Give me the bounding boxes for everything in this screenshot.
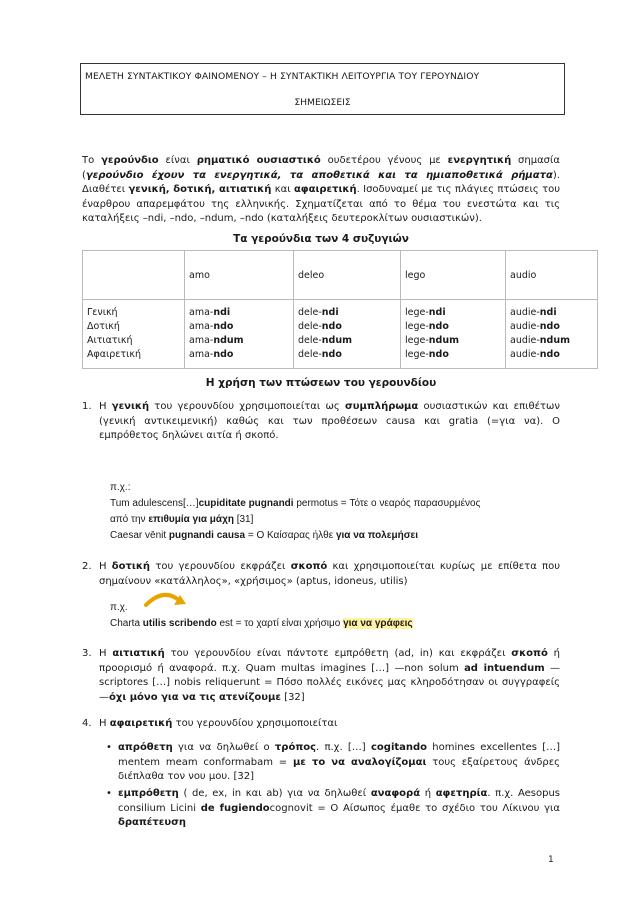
gerund-stem: ama- [189,349,214,360]
table-header-cell: deleo [294,251,401,300]
text: του γερουνδίου χρησιμοποιείται [172,718,338,729]
intro-paragraph [82,154,560,227]
table-header-cell: amo [185,251,294,300]
gerund-stem: lege- [405,321,429,332]
bold-term: αφαιρετική [109,718,173,729]
text: ( de, ex, in και ab) για να δηλωθεί [178,788,371,799]
gerund-form [189,320,293,334]
example-genitive [110,480,570,544]
gerund-form [510,306,597,320]
bold-term: de fugiendo [200,802,270,814]
text: Η [99,401,112,412]
gerund-ending: ndo [321,349,342,360]
bold-italic-note: γερούνδιο έχουν τα ενεργητικά, τα αποθετικά και τα ημιαποθετικά ρήματα [85,169,553,181]
text: — scriptores […] nobis reliquerunt = Πόσο πολλές εικόνες μας κληροδότησαν οι συγγραφείς — [99,662,560,703]
text: Η [99,718,110,729]
text: ουσιαστικών και επιθέτων (γενική αντικειμενική) καθώς και των προθέσεων causa και gratia (=για να). Ο εμπρόθετος δηλώνει αιτία ή σκοπό. [99,401,560,441]
text: και χρησιμοποιείται κυρίως με επίθετα που σημαίνουν «κατάλληλος», «χρήσιμος» (aptus, idoneus, utilis) [99,561,560,587]
bold-term: δοτική [111,561,151,572]
bold-term: αναφορά [370,788,421,799]
text: cognovit = Ο Αίσωπος έμαθε το σχέδιο του Λίκινου για [269,802,560,814]
document-subtitle: ΣΗΜΕΙΩΣΕΙΣ [294,97,351,108]
forms-cell [401,300,506,369]
table-header-cell: audio [506,251,598,300]
text: Caesar vēnit [110,530,169,541]
gerund-stem: dele- [298,307,322,318]
bold-term: σκοπό [290,561,328,572]
text: = Τότε ο νεαρός παρασυρμένος [338,498,481,509]
list-number: 3. [82,648,92,659]
example-label: π.χ. [110,602,128,613]
bold-term: συμπλήρωμα [344,401,419,412]
bullet-icon: • [106,742,112,753]
list-number: 2. [82,561,92,572]
text: est [216,618,233,629]
gerund-ending: ndo [321,321,342,332]
forms-cell [506,300,598,369]
text: Η [99,561,112,572]
greek-highlight: για να πολεμήσει [335,530,419,541]
text: permotus [293,498,339,509]
text: ή [420,788,436,799]
text: από την [110,514,149,525]
gerund-form [510,348,597,362]
gerund-stem: lege- [405,349,429,360]
text: = Ο Καίσαρας ήλθε [245,530,336,541]
text: . π.χ. […] [316,742,371,753]
example-label: π.χ.: [110,482,131,493]
gerund-form [298,306,400,320]
gerund-form [510,334,597,348]
list-item-ablative [82,717,560,732]
bullet-without-preposition [106,741,561,785]
latin-highlight: utilis scribendo [142,618,217,629]
bold-term: εμπρόθετη [118,788,179,799]
case-names-cell [83,300,185,369]
bullet-with-preposition [106,787,560,831]
text: ή προορισμό ή αναφορά. π.χ. Quam multas imagines […] —non solum [99,648,560,674]
bold-term: γερούνδιο [101,155,159,166]
bold-term: τρόπος [274,742,317,753]
table-header-cell: lego [401,251,506,300]
bold-term: αφαιρετική [293,184,357,195]
table-heading: Τα γερούνδια των 4 συζυγιών [233,233,409,245]
text: σημασία ( [82,155,560,181]
gerund-form [298,334,400,348]
case-name: Δοτική [87,321,120,332]
gerund-stem: dele- [298,349,322,360]
table-header-row [83,251,598,300]
bold-term: cogitando [370,742,428,753]
gerund-stem: audie- [510,321,540,332]
gerund-stem: audie- [510,307,540,318]
bold-term: δραπέτευση [118,817,186,828]
gerund-form [298,348,400,362]
list-number: 4. [82,718,92,729]
page-number: 1 [548,855,554,865]
bold-term: ενεργητική [447,155,512,166]
gerund-form [189,348,293,362]
case-name: Αιτιατική [87,335,133,346]
gerund-ending: ndi [213,307,231,318]
document-title: ΜΕΛΕΤΗ ΣΥΝΤΑΚΤΙΚΟΥ ΦΑΙΝΟΜΕΝΟΥ – Η ΣΥΝΤΑΚΤΙΚΗ ΛΕΙΤΟΥΡΓΙΑ ΤΟΥ ΓΕΡΟΥΝΔΙΟΥ [85,71,480,82]
bold-term: γενική [111,401,150,412]
text: [31] [233,514,254,525]
bold-term: αιτιατική [112,648,165,659]
text: και [271,184,294,195]
list-item-dative [82,560,560,589]
latin-highlight: pugnandi causa [168,530,246,541]
greek-highlight: για να γράφεις [343,618,413,629]
text: homines excellentes […] mentem meam conformabam = [118,742,561,768]
gerund-ending: ndum [428,335,460,346]
table-header-cell [83,251,185,300]
table-row [83,300,598,369]
gerund-form [405,320,505,334]
gerund-ending: ndum [539,335,571,346]
gerund-ending: ndo [539,321,560,332]
list-item-genitive [82,400,560,444]
gerund-ending: ndo [428,349,449,360]
gerund-stem: dele- [298,321,322,332]
list-item-accusative [82,647,560,705]
bold-term: όχι μόνο για να τις ατενίζουμε [109,691,281,703]
gerund-table [82,250,598,369]
gerund-form [189,334,293,348]
title-box [80,63,565,115]
text: . Ισοδυναμεί με τις πλάγιες πτώσεις του έναρθρου απαρεμφάτου της ελληνικής. Σχηματίζεται από το θέμα του ενεστώτα και τις καταλήξεις –ndi, –ndo, –ndum, –ndo (καταλήξεις δευτεροκλίτων ουσιαστικών). [82,184,561,224]
gerund-ending: ndi [428,307,446,318]
gerund-stem: ama- [189,307,214,318]
bold-term: αφετηρία [435,788,488,799]
case-name: Γενική [87,307,118,318]
gerund-stem: audie- [510,335,540,346]
gerund-stem: lege- [405,307,429,318]
text: Το [82,155,102,166]
text: [32] [280,691,305,703]
latin-highlight: cupiditate pugnandi [198,498,294,509]
gerund-ending: ndo [539,349,560,360]
bold-term: ρηματικό ουσιαστικό [196,155,321,166]
gerund-ending: ndum [321,335,353,346]
text: του γερουνδίου χρησιμοποιείται ως [149,401,345,412]
gerund-stem: lege- [405,335,429,346]
gerund-ending: ndo [428,321,449,332]
text: του γερουνδίου είναι πάντοτε εμπρόθετη (ad, in) και εκφράζει [164,648,512,659]
gerund-ending: ndo [213,321,234,332]
gerund-ending: ndi [539,307,557,318]
forms-cell [185,300,294,369]
gerund-form [510,320,597,334]
text: . π.χ. Aesopus consilium Licini [118,788,560,814]
text: τους εξαίρετους άνδρες διέπλαθα τον νου μου. [32] [118,756,560,782]
greek-highlight: επιθυμία για μάχη [148,514,234,525]
bold-term: απρόθετη [118,742,173,753]
text: είναι [158,155,197,166]
text: του γερουνδίου εκφράζει [150,561,291,572]
list-number: 1. [82,401,92,412]
text: Tum adulescens[…] [110,498,199,509]
bold-term: σκοπό [511,648,548,659]
gerund-ending: ndum [213,335,244,346]
text: = το χαρτί είναι χρήσιμο [232,618,344,629]
text: ουδετέρου γένους με [320,155,448,166]
gerund-form [405,334,505,348]
gerund-ending: ndi [321,307,339,318]
gerund-form [405,348,505,362]
text: Η [99,648,113,659]
gerund-stem: audie- [510,349,540,360]
text: για να δηλωθεί ο [172,742,275,753]
gerund-stem: ama- [189,335,214,346]
example-dative [110,600,570,632]
gerund-form [189,306,293,320]
bullet-icon: • [106,788,112,799]
text: Charta [110,618,143,629]
bold-term: με το να αναλογίζομαι [292,756,427,768]
gerund-stem: ama- [189,321,214,332]
gerund-form [298,320,400,334]
forms-cell [294,300,401,369]
gerund-stem: dele- [298,335,322,346]
text: ). Διαθέτει [82,169,560,195]
usage-heading: Η χρήση των πτώσεων του γερουνδίου [205,377,437,389]
gerund-ending: ndo [213,349,234,360]
bold-term: γενική, δοτική, αιτιατική [128,184,272,195]
bold-term: ad intuendum [464,662,545,674]
case-name: Αφαιρετική [87,349,141,360]
gerund-form [405,306,505,320]
